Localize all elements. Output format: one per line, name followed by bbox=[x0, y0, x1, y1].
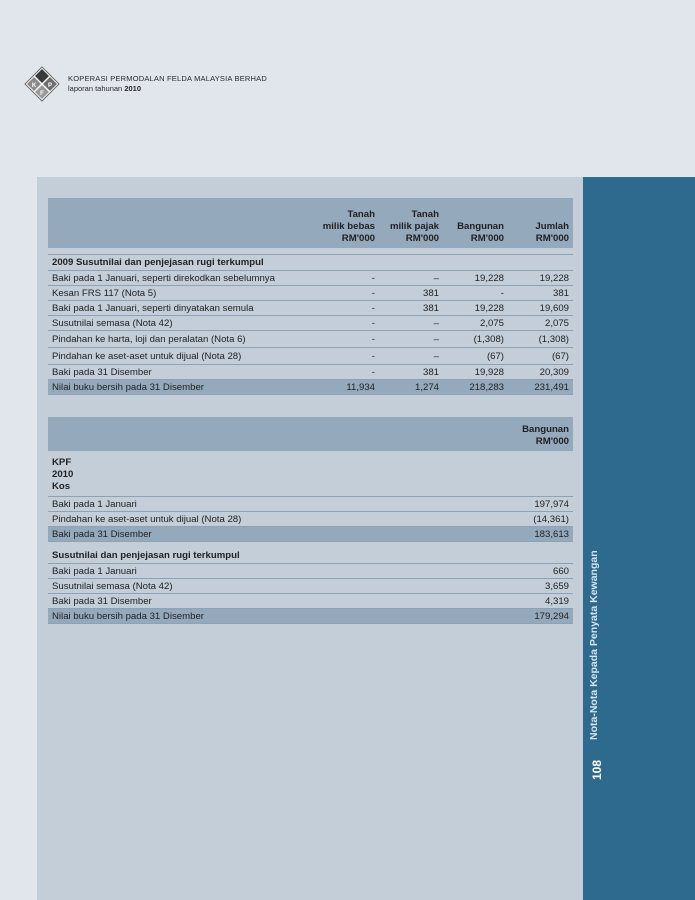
table-row: Pindahan ke aset-aset untuk dijual (Nota 28) - – (67) (67) bbox=[48, 348, 573, 365]
table-row: Baki pada 1 Januari 197,974 bbox=[48, 497, 573, 512]
logo-letter-p: P bbox=[47, 83, 53, 89]
table-row: Pindahan ke harta, loji dan peralatan (Nota 6) - – (1,308) (1,308) bbox=[48, 331, 573, 348]
col-header-freehold: Tanah milik bebas RM'000 bbox=[313, 198, 379, 248]
table-row: Baki pada 31 Disember 4,319 bbox=[48, 594, 573, 609]
side-band bbox=[583, 177, 695, 900]
col-header-building: Bangunan RM'000 bbox=[443, 198, 508, 248]
col-header-building-kpf: Bangunan RM'000 bbox=[493, 417, 573, 451]
organization-name: KOPERASI PERMODALAN FELDA MALAYSIA BERHAD bbox=[68, 74, 267, 83]
page-number: 108 bbox=[590, 759, 604, 780]
group-heading-kpf: KPF 2010 Kos bbox=[48, 451, 573, 497]
table-row: Susutnilai semasa (Nota 42) 3,659 bbox=[48, 579, 573, 594]
section-title-depreciation: Susutnilai dan penjejasan rugi terkumpul bbox=[48, 548, 573, 564]
table-row: Baki pada 31 Disember - 381 19,928 20,309 bbox=[48, 365, 573, 380]
section-title-2009: 2009 Susutnilai dan penjejasan rugi terkumpul bbox=[48, 255, 573, 271]
side-title: Nota-Nota Kepada Penyata Kewangan bbox=[588, 550, 600, 740]
table-row: Baki pada 1 Januari 660 bbox=[48, 564, 573, 579]
report-prefix: laporan tahunan bbox=[68, 84, 125, 93]
table-row-total: Nilai buku bersih pada 31 Disember 179,294 bbox=[48, 609, 573, 624]
table1-header-row bbox=[48, 198, 573, 248]
report-year: 2010 bbox=[124, 84, 141, 93]
table-row-total: Baki pada 31 Disember 183,613 bbox=[48, 527, 573, 542]
table-row: Susutnilai semasa (Nota 42) - – 2,075 2,075 bbox=[48, 316, 573, 331]
report-title bbox=[68, 84, 267, 94]
col-header-leasehold: Tanah milik pajak RM'000 bbox=[379, 198, 443, 248]
table-row: Baki pada 1 Januari, seperti dinyatakan semula - 381 19,228 19,609 bbox=[48, 301, 573, 316]
table-row: Kesan FRS 117 (Nota 5) - 381 - 381 bbox=[48, 286, 573, 301]
table2-header-row bbox=[48, 417, 573, 451]
logo-letter-k: K bbox=[31, 83, 37, 89]
depreciation-table-2009 bbox=[48, 198, 573, 395]
table-row: Baki pada 1 Januari, seperti direkodkan sebelumnya - – 19,228 19,228 bbox=[48, 271, 573, 286]
report-header bbox=[68, 74, 267, 94]
table-row: Pindahan ke aset-aset untuk dijual (Nota 28) (14,361) bbox=[48, 512, 573, 527]
kpf-building-table bbox=[48, 417, 573, 624]
col-header-total: Jumlah RM'000 bbox=[508, 198, 573, 248]
table-row-total: Nilai buku bersih pada 31 Disember 11,934 1,274 218,283 231,491 bbox=[48, 380, 573, 395]
logo-letter-f: F bbox=[40, 91, 44, 97]
kpf-logo bbox=[24, 66, 60, 102]
